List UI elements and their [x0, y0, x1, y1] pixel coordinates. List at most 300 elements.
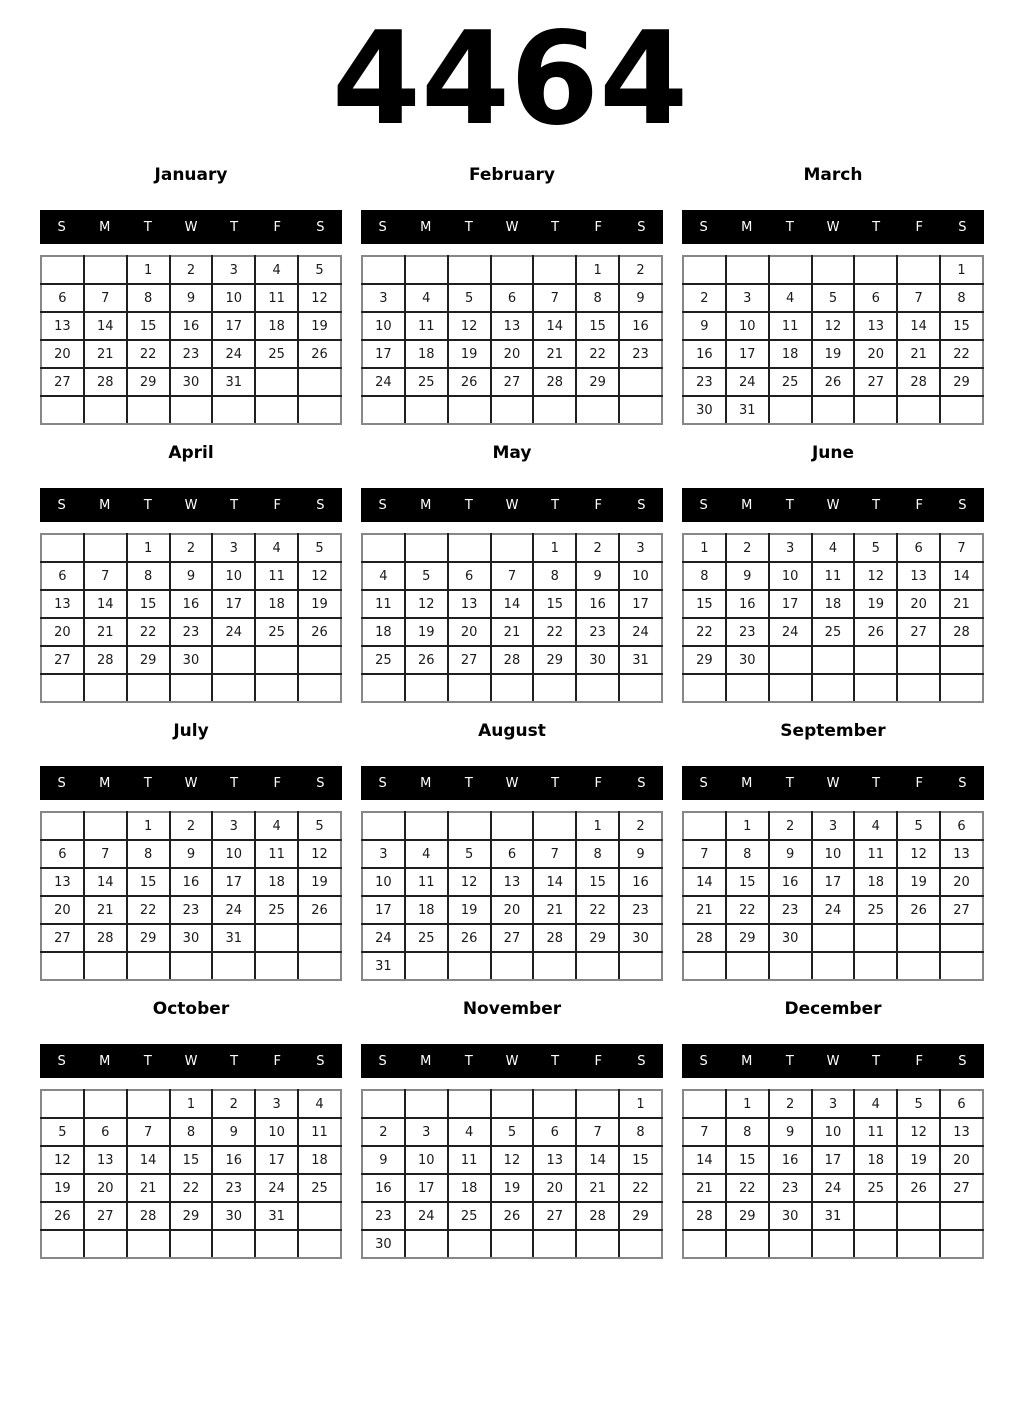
day-cell: 14	[683, 1146, 726, 1174]
day-cell: 20	[533, 1174, 576, 1202]
month-name: February	[468, 165, 556, 185]
day-cell	[812, 924, 855, 952]
day-cell: 1	[683, 534, 726, 562]
table-row	[683, 840, 983, 868]
weekday-cell: W	[505, 219, 519, 235]
day-cell	[533, 812, 576, 840]
day-cell: 18	[405, 340, 448, 368]
table-row	[41, 284, 341, 312]
day-cell: 1	[127, 812, 170, 840]
day-cell: 26	[405, 646, 448, 674]
day-cell	[940, 646, 983, 674]
day-cell	[812, 396, 855, 424]
day-cell: 17	[212, 868, 255, 896]
days-table	[40, 255, 342, 425]
table-row	[362, 1118, 662, 1146]
day-cell: 3	[812, 812, 855, 840]
day-cell: 28	[897, 368, 940, 396]
weekday-cell: S	[316, 497, 325, 513]
day-cell: 30	[726, 646, 769, 674]
day-cell: 27	[41, 646, 84, 674]
weekday-cell: F	[273, 497, 282, 513]
day-cell: 20	[940, 1146, 983, 1174]
day-cell: 8	[619, 1118, 662, 1146]
day-cell: 4	[405, 284, 448, 312]
table-row	[683, 1202, 983, 1230]
month-block-february	[361, 164, 663, 442]
day-cell: 3	[769, 534, 812, 562]
weekday-cell: M	[741, 219, 753, 235]
weekday-cell: T	[230, 775, 239, 791]
table-row	[41, 840, 341, 868]
day-cell: 5	[448, 840, 491, 868]
day-cell: 8	[533, 562, 576, 590]
table-row	[683, 952, 983, 980]
day-cell: 28	[127, 1202, 170, 1230]
day-cell	[491, 256, 534, 284]
day-cell: 9	[170, 284, 213, 312]
day-cell: 24	[362, 924, 405, 952]
table-row	[41, 868, 341, 896]
weekday-header-row	[361, 488, 663, 522]
day-cell	[533, 396, 576, 424]
day-cell: 13	[41, 312, 84, 340]
day-cell	[854, 924, 897, 952]
table-row	[41, 340, 341, 368]
weekday-cell: S	[699, 1053, 708, 1069]
day-cell: 30	[769, 1202, 812, 1230]
day-cell: 26	[897, 1174, 940, 1202]
weekday-cell: F	[915, 219, 924, 235]
day-cell: 25	[448, 1202, 491, 1230]
weekday-cell: S	[958, 775, 967, 791]
day-cell: 12	[298, 840, 341, 868]
day-cell: 30	[619, 924, 662, 952]
day-cell	[854, 1202, 897, 1230]
weekday-cell: M	[99, 1053, 111, 1069]
weekday-cell: F	[594, 497, 603, 513]
day-cell: 3	[212, 812, 255, 840]
day-cell: 12	[812, 312, 855, 340]
weekday-cell: M	[99, 497, 111, 513]
weekday-cell: W	[826, 1053, 840, 1069]
day-cell: 21	[533, 340, 576, 368]
day-cell: 21	[940, 590, 983, 618]
weekday-cell: S	[637, 775, 646, 791]
day-cell: 22	[576, 896, 619, 924]
day-cell: 21	[127, 1174, 170, 1202]
day-cell: 26	[298, 340, 341, 368]
month-name: July	[173, 721, 209, 741]
weekday-header-row	[40, 766, 342, 800]
day-cell: 23	[170, 896, 213, 924]
weekday-cell: W	[184, 775, 198, 791]
day-cell: 26	[491, 1202, 534, 1230]
day-cell	[491, 952, 534, 980]
year-title: 4464	[331, 5, 689, 154]
table-row	[362, 396, 662, 424]
day-cell: 27	[491, 368, 534, 396]
day-cell: 2	[726, 534, 769, 562]
day-cell	[448, 674, 491, 702]
day-cell: 23	[362, 1202, 405, 1230]
day-cell: 7	[127, 1118, 170, 1146]
weekday-cell: T	[551, 1053, 560, 1069]
day-cell: 10	[812, 840, 855, 868]
day-cell: 30	[576, 646, 619, 674]
day-cell: 1	[170, 1090, 213, 1118]
day-cell: 4	[448, 1118, 491, 1146]
table-row	[362, 1202, 662, 1230]
day-cell: 23	[170, 618, 213, 646]
day-cell: 17	[362, 340, 405, 368]
day-cell: 2	[576, 534, 619, 562]
table-row	[41, 368, 341, 396]
day-cell: 5	[405, 562, 448, 590]
day-cell: 27	[533, 1202, 576, 1230]
table-row	[41, 1230, 341, 1258]
day-cell: 13	[940, 840, 983, 868]
day-cell: 7	[533, 840, 576, 868]
weekday-cell: F	[594, 219, 603, 235]
day-cell: 13	[533, 1146, 576, 1174]
day-cell	[362, 396, 405, 424]
day-cell: 9	[362, 1146, 405, 1174]
table-row	[683, 284, 983, 312]
day-cell: 12	[41, 1146, 84, 1174]
day-cell: 23	[726, 618, 769, 646]
day-cell: 29	[576, 924, 619, 952]
day-cell: 4	[255, 812, 298, 840]
weekday-cell: T	[143, 775, 152, 791]
day-cell: 18	[255, 868, 298, 896]
day-cell	[84, 396, 127, 424]
table-row	[683, 312, 983, 340]
table-row	[362, 1230, 662, 1258]
day-cell: 8	[683, 562, 726, 590]
day-cell: 4	[812, 534, 855, 562]
weekday-cell: T	[230, 497, 239, 513]
day-cell: 18	[854, 868, 897, 896]
day-cell: 18	[448, 1174, 491, 1202]
day-cell	[619, 368, 662, 396]
table-row	[683, 896, 983, 924]
day-cell: 24	[619, 618, 662, 646]
day-cell: 30	[170, 646, 213, 674]
day-cell	[897, 256, 940, 284]
month-name: September	[780, 721, 886, 741]
day-cell: 21	[84, 896, 127, 924]
days-table	[361, 255, 663, 425]
day-cell: 28	[84, 646, 127, 674]
day-cell: 15	[726, 1146, 769, 1174]
day-cell: 4	[255, 534, 298, 562]
day-cell: 30	[683, 396, 726, 424]
weekday-cell: S	[699, 775, 708, 791]
day-cell: 27	[940, 896, 983, 924]
weekday-cell: W	[826, 775, 840, 791]
day-cell: 10	[212, 840, 255, 868]
day-cell: 15	[170, 1146, 213, 1174]
month-name: May	[492, 443, 532, 463]
table-row	[362, 646, 662, 674]
weekday-cell: M	[420, 497, 432, 513]
weekday-cell: T	[872, 497, 881, 513]
day-cell	[41, 1230, 84, 1258]
day-cell: 19	[897, 868, 940, 896]
day-cell: 29	[726, 924, 769, 952]
day-cell	[127, 1230, 170, 1258]
day-cell: 1	[726, 1090, 769, 1118]
day-cell: 16	[726, 590, 769, 618]
weekday-cell: T	[785, 1053, 794, 1069]
weekday-cell: T	[872, 775, 881, 791]
weekday-cell: T	[785, 497, 794, 513]
day-cell	[298, 368, 341, 396]
day-cell: 23	[619, 340, 662, 368]
day-cell	[362, 534, 405, 562]
day-cell	[576, 1230, 619, 1258]
day-cell: 19	[298, 312, 341, 340]
day-cell: 17	[212, 312, 255, 340]
day-cell: 2	[619, 256, 662, 284]
day-cell: 11	[854, 1118, 897, 1146]
day-cell: 2	[769, 1090, 812, 1118]
weekday-cell: T	[143, 1053, 152, 1069]
day-cell: 2	[170, 534, 213, 562]
day-cell: 11	[405, 312, 448, 340]
day-cell	[298, 396, 341, 424]
day-cell	[405, 812, 448, 840]
day-cell: 8	[940, 284, 983, 312]
day-cell: 24	[812, 896, 855, 924]
day-cell: 7	[576, 1118, 619, 1146]
day-cell: 3	[619, 534, 662, 562]
day-cell	[491, 1090, 534, 1118]
table-row	[362, 340, 662, 368]
day-cell: 18	[769, 340, 812, 368]
table-row	[683, 590, 983, 618]
table-row	[41, 1146, 341, 1174]
table-row	[362, 924, 662, 952]
day-cell: 29	[533, 646, 576, 674]
day-cell: 20	[41, 618, 84, 646]
day-cell	[405, 396, 448, 424]
day-cell: 25	[854, 896, 897, 924]
day-cell: 4	[362, 562, 405, 590]
day-cell: 25	[405, 924, 448, 952]
day-cell: 12	[298, 284, 341, 312]
day-cell: 22	[726, 1174, 769, 1202]
day-cell: 20	[940, 868, 983, 896]
day-cell	[362, 812, 405, 840]
weekday-cell: M	[741, 775, 753, 791]
month-block-december	[682, 998, 984, 1276]
day-cell	[405, 256, 448, 284]
day-cell	[619, 952, 662, 980]
weekday-header-row	[40, 1044, 342, 1078]
table-row	[683, 1146, 983, 1174]
day-cell	[897, 952, 940, 980]
table-row	[41, 590, 341, 618]
day-cell: 3	[255, 1090, 298, 1118]
day-cell: 19	[298, 868, 341, 896]
day-cell: 31	[362, 952, 405, 980]
day-cell: 30	[212, 1202, 255, 1230]
day-cell: 13	[491, 868, 534, 896]
day-cell: 28	[533, 368, 576, 396]
day-cell	[769, 646, 812, 674]
day-cell	[127, 952, 170, 980]
day-cell: 2	[212, 1090, 255, 1118]
day-cell: 25	[255, 618, 298, 646]
day-cell	[212, 952, 255, 980]
day-cell: 4	[298, 1090, 341, 1118]
day-cell	[812, 674, 855, 702]
day-cell: 17	[212, 590, 255, 618]
day-cell	[491, 534, 534, 562]
month-name: August	[478, 721, 546, 741]
day-cell: 8	[127, 562, 170, 590]
day-cell: 11	[769, 312, 812, 340]
day-cell: 6	[854, 284, 897, 312]
day-cell	[41, 812, 84, 840]
day-cell: 17	[255, 1146, 298, 1174]
table-row	[362, 812, 662, 840]
day-cell: 4	[769, 284, 812, 312]
day-cell	[448, 812, 491, 840]
weekday-cell: M	[99, 219, 111, 235]
day-cell: 3	[362, 840, 405, 868]
day-cell: 16	[362, 1174, 405, 1202]
weekday-cell: S	[378, 1053, 387, 1069]
day-cell: 16	[769, 1146, 812, 1174]
day-cell: 29	[127, 368, 170, 396]
weekday-cell: S	[637, 497, 646, 513]
day-cell: 28	[576, 1202, 619, 1230]
day-cell: 1	[619, 1090, 662, 1118]
table-row	[41, 534, 341, 562]
day-cell: 10	[255, 1118, 298, 1146]
day-cell	[576, 952, 619, 980]
day-cell	[41, 256, 84, 284]
day-cell	[298, 1230, 341, 1258]
months-grid	[0, 164, 1020, 1276]
day-cell: 10	[362, 312, 405, 340]
weekday-cell: F	[273, 775, 282, 791]
table-row	[683, 562, 983, 590]
day-cell	[812, 1230, 855, 1258]
day-cell	[212, 396, 255, 424]
day-cell	[683, 812, 726, 840]
day-cell: 12	[298, 562, 341, 590]
day-cell: 6	[448, 562, 491, 590]
table-row	[362, 590, 662, 618]
day-cell: 11	[405, 868, 448, 896]
day-cell: 13	[854, 312, 897, 340]
day-cell: 11	[298, 1118, 341, 1146]
table-row	[362, 284, 662, 312]
day-cell: 4	[854, 812, 897, 840]
day-cell	[448, 952, 491, 980]
day-cell	[897, 1202, 940, 1230]
day-cell: 13	[897, 562, 940, 590]
month-block-june	[682, 442, 984, 720]
weekday-cell: W	[184, 497, 198, 513]
table-row	[683, 868, 983, 896]
days-table	[361, 1089, 663, 1259]
day-cell: 10	[619, 562, 662, 590]
day-cell: 27	[854, 368, 897, 396]
table-row	[683, 674, 983, 702]
day-cell: 18	[255, 312, 298, 340]
day-cell: 7	[533, 284, 576, 312]
day-cell: 10	[212, 284, 255, 312]
day-cell: 28	[84, 368, 127, 396]
day-cell	[769, 396, 812, 424]
weekday-cell: S	[637, 1053, 646, 1069]
day-cell: 9	[769, 840, 812, 868]
day-cell: 13	[491, 312, 534, 340]
day-cell	[726, 674, 769, 702]
table-row	[683, 1118, 983, 1146]
table-row	[683, 256, 983, 284]
day-cell: 19	[405, 618, 448, 646]
day-cell	[84, 952, 127, 980]
day-cell	[84, 674, 127, 702]
day-cell: 8	[170, 1118, 213, 1146]
month-block-september	[682, 720, 984, 998]
day-cell: 16	[683, 340, 726, 368]
day-cell: 20	[491, 340, 534, 368]
day-cell: 22	[619, 1174, 662, 1202]
day-cell: 31	[212, 368, 255, 396]
weekday-cell: S	[378, 775, 387, 791]
day-cell: 7	[491, 562, 534, 590]
day-cell: 15	[127, 312, 170, 340]
table-row	[362, 256, 662, 284]
days-table	[40, 533, 342, 703]
day-cell: 27	[41, 368, 84, 396]
day-cell	[170, 952, 213, 980]
day-cell: 4	[255, 256, 298, 284]
weekday-cell: M	[99, 775, 111, 791]
day-cell: 5	[448, 284, 491, 312]
table-row	[41, 312, 341, 340]
day-cell: 5	[854, 534, 897, 562]
day-cell	[533, 674, 576, 702]
day-cell: 12	[897, 840, 940, 868]
day-cell	[255, 368, 298, 396]
day-cell: 14	[533, 312, 576, 340]
month-block-april	[40, 442, 342, 720]
day-cell: 27	[448, 646, 491, 674]
day-cell: 5	[298, 534, 341, 562]
day-cell: 25	[255, 340, 298, 368]
day-cell: 1	[726, 812, 769, 840]
day-cell: 22	[576, 340, 619, 368]
weekday-cell: S	[316, 775, 325, 791]
day-cell: 1	[576, 812, 619, 840]
day-cell: 10	[212, 562, 255, 590]
day-cell: 9	[576, 562, 619, 590]
month-block-october	[40, 998, 342, 1276]
day-cell: 29	[127, 924, 170, 952]
weekday-cell: T	[230, 1053, 239, 1069]
day-cell: 19	[448, 896, 491, 924]
weekday-cell: T	[143, 219, 152, 235]
weekday-cell: T	[464, 219, 473, 235]
